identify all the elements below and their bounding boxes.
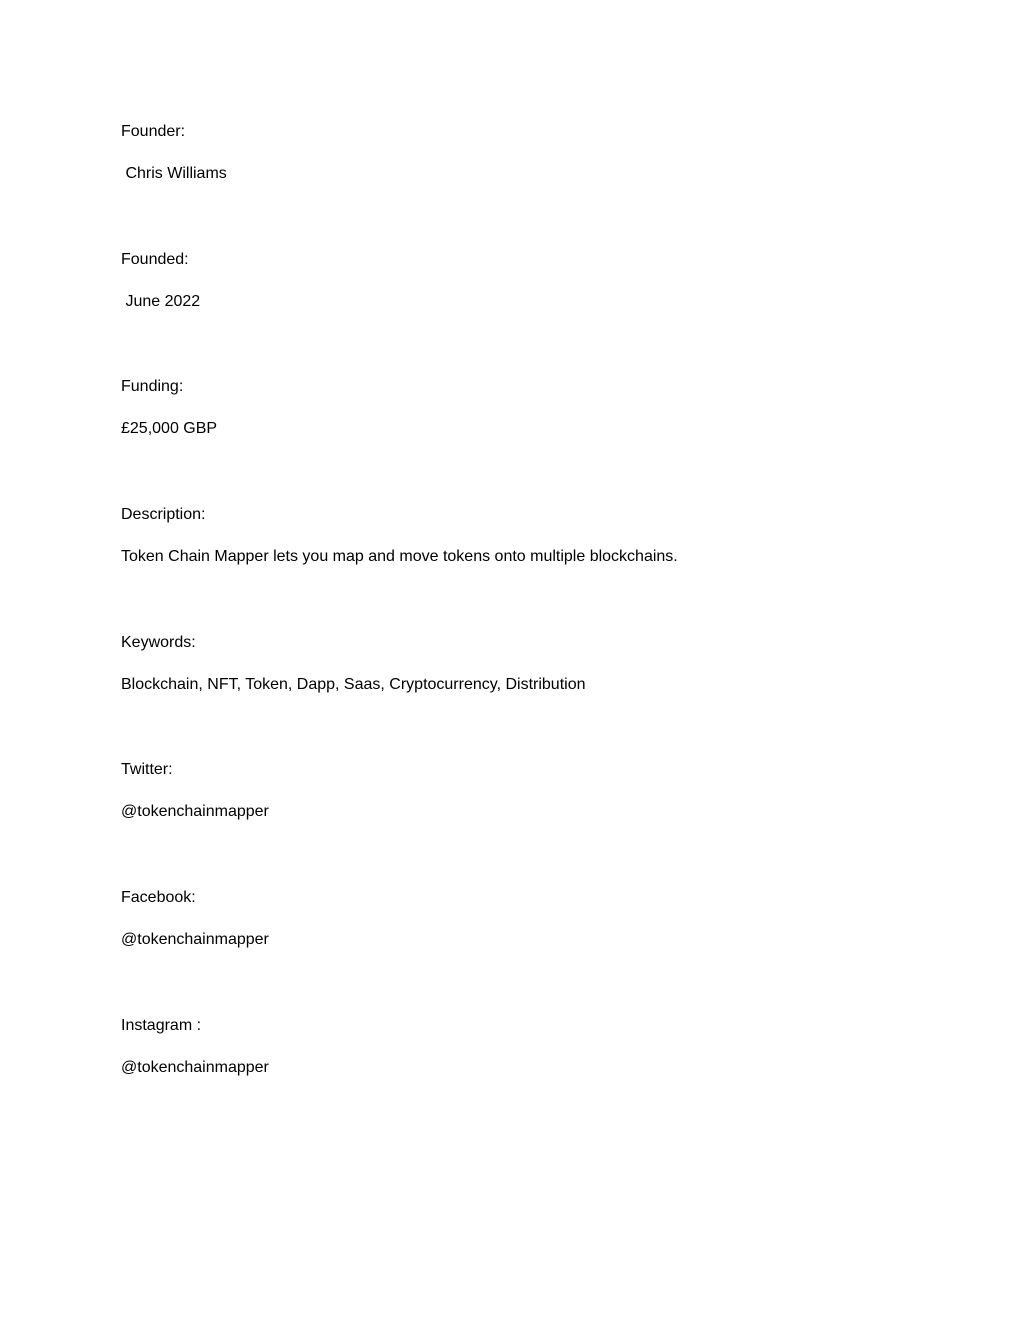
facebook-label: Facebook: [121,889,196,906]
founder-section [121,122,921,184]
founded-section [121,250,921,312]
facebook-value: @tokenchainmapper [121,931,269,948]
description-label: Description: [121,506,206,523]
description-section [121,505,921,567]
twitter-value: @tokenchainmapper [121,803,269,820]
instagram-label: Instagram : [121,1017,202,1034]
twitter-label: Twitter: [121,761,173,778]
description-value: Token Chain Mapper lets you map and move tokens onto multiple blockchains. [121,548,678,565]
instagram-section [121,1016,921,1078]
funding-value: £25,000 GBP [121,420,218,437]
founder-label: Founder: [121,123,186,140]
founder-value: Chris Williams [121,165,227,182]
instagram-value: @tokenchainmapper [121,1059,269,1076]
keywords-section [121,633,921,695]
keywords-label: Keywords: [121,634,196,651]
founded-value: June 2022 [121,293,201,310]
twitter-section [121,760,921,822]
funding-label: Funding: [121,378,184,395]
funding-section [121,377,921,439]
facebook-section [121,888,921,950]
founded-label: Founded: [121,251,189,268]
keywords-value: Blockchain, NFT, Token, Dapp, Saas, Cryptocurrency, Distribution [121,676,586,693]
